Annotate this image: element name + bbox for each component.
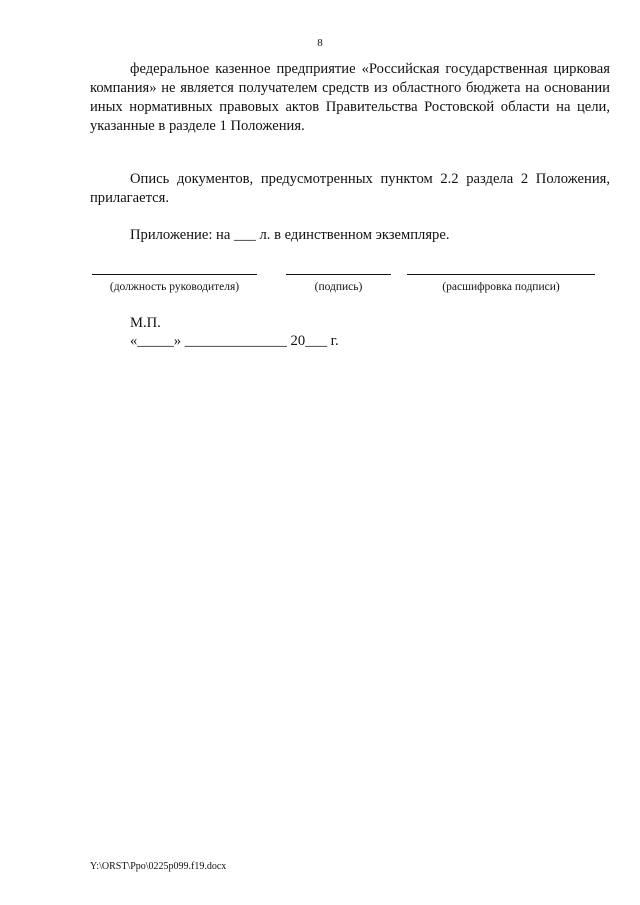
date-line: «_____» ______________ 20___ г. bbox=[130, 333, 339, 349]
paragraph-attachment: Приложение: на ___ л. в единственном экземпляре. bbox=[130, 227, 450, 243]
position-caption: (должность руководителя) bbox=[109, 281, 240, 293]
signature-caption: (подпись) bbox=[314, 281, 363, 293]
position-signature-line bbox=[92, 274, 257, 275]
signature-line bbox=[286, 274, 391, 275]
page-number: 8 bbox=[317, 37, 323, 49]
footer-file-path: Y:\ORST\Ppo\0225p099.f19.docx bbox=[90, 861, 227, 872]
paragraph-inventory: Опись документов, предусмотренных пунктом 2.2 раздела 2 Положения, прилагается. bbox=[90, 171, 610, 206]
paragraph-status: федеральное казенное предприятие «Российская государственная цирковая компания» не является получателем средств из областного бюджета на основании иных нормативных правовых актов Правительства Ростовской области на цели, указанные в разделе 1 Положения. bbox=[90, 61, 610, 134]
stamp-label: М.П. bbox=[130, 315, 161, 331]
decoding-caption: (расшифровка подписи) bbox=[442, 281, 560, 293]
decoding-signature-line bbox=[407, 274, 595, 275]
